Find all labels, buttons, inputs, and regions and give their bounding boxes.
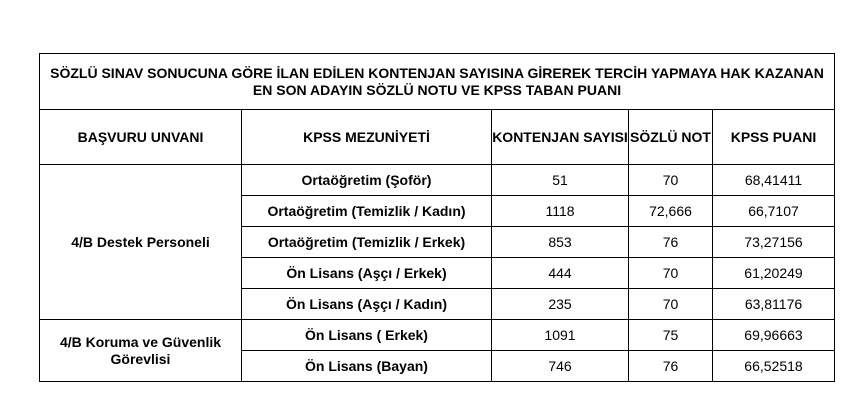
header-row <box>40 110 835 165</box>
mezuniyet-cell: Ortaöğretim (Şoför) <box>242 165 492 196</box>
group-title-koruma-guvenlik: 4/B Koruma ve Güvenlik Görevlisi <box>40 320 242 382</box>
kpss-cell: 61,20249 <box>713 258 835 289</box>
kontenjan-cell: 444 <box>492 258 629 289</box>
sozlu-cell: 75 <box>629 320 713 351</box>
kontenjan-cell: 1091 <box>492 320 629 351</box>
title-row <box>40 54 835 110</box>
mezuniyet-cell: Ortaöğretim (Temizlik / Erkek) <box>242 227 492 258</box>
kpss-cell: 63,81176 <box>713 289 835 320</box>
kontenjan-cell: 853 <box>492 227 629 258</box>
results-table <box>39 53 835 382</box>
mezuniyet-cell: Ön Lisans (Bayan) <box>242 351 492 382</box>
kpss-cell: 68,41411 <box>713 165 835 196</box>
sozlu-cell: 76 <box>629 227 713 258</box>
sozlu-cell: 72,666 <box>629 196 713 227</box>
table-row <box>40 320 835 351</box>
mezuniyet-cell: Ön Lisans ( Erkek) <box>242 320 492 351</box>
sozlu-cell: 76 <box>629 351 713 382</box>
header-kpss-mezuniyeti: KPSS MEZUNİYETİ <box>242 110 492 165</box>
sozlu-cell: 70 <box>629 289 713 320</box>
sozlu-cell: 70 <box>629 258 713 289</box>
mezuniyet-cell: Ön Lisans (Aşçı / Erkek) <box>242 258 492 289</box>
kontenjan-cell: 51 <box>492 165 629 196</box>
table-row <box>40 165 835 196</box>
kontenjan-cell: 1118 <box>492 196 629 227</box>
mezuniyet-cell: Ön Lisans (Aşçı / Kadın) <box>242 289 492 320</box>
table-title: SÖZLÜ SINAV SONUCUNA GÖRE İLAN EDİLEN KONTENJAN SAYISINA GİREREK TERCİH YAPMAYA HAK KAZANAN EN SON ADAYIN SÖZLÜ NOTU VE KPSS TABAN PUANI <box>40 54 835 110</box>
group-title-destek-personeli: 4/B Destek Personeli <box>40 165 242 320</box>
header-kontenjan-sayisi: KONTENJAN SAYISI <box>492 110 629 165</box>
sozlu-cell: 70 <box>629 165 713 196</box>
kontenjan-cell: 235 <box>492 289 629 320</box>
header-basvuru-unvani: BAŞVURU UNVANI <box>40 110 242 165</box>
mezuniyet-cell: Ortaöğretim (Temizlik / Kadın) <box>242 196 492 227</box>
kpss-cell: 69,96663 <box>713 320 835 351</box>
header-sozlu-not: SÖZLÜ NOT <box>629 110 713 165</box>
header-kpss-puani: KPSS PUANI <box>713 110 835 165</box>
kpss-cell: 66,52518 <box>713 351 835 382</box>
kpss-cell: 66,7107 <box>713 196 835 227</box>
kpss-cell: 73,27156 <box>713 227 835 258</box>
kontenjan-cell: 746 <box>492 351 629 382</box>
